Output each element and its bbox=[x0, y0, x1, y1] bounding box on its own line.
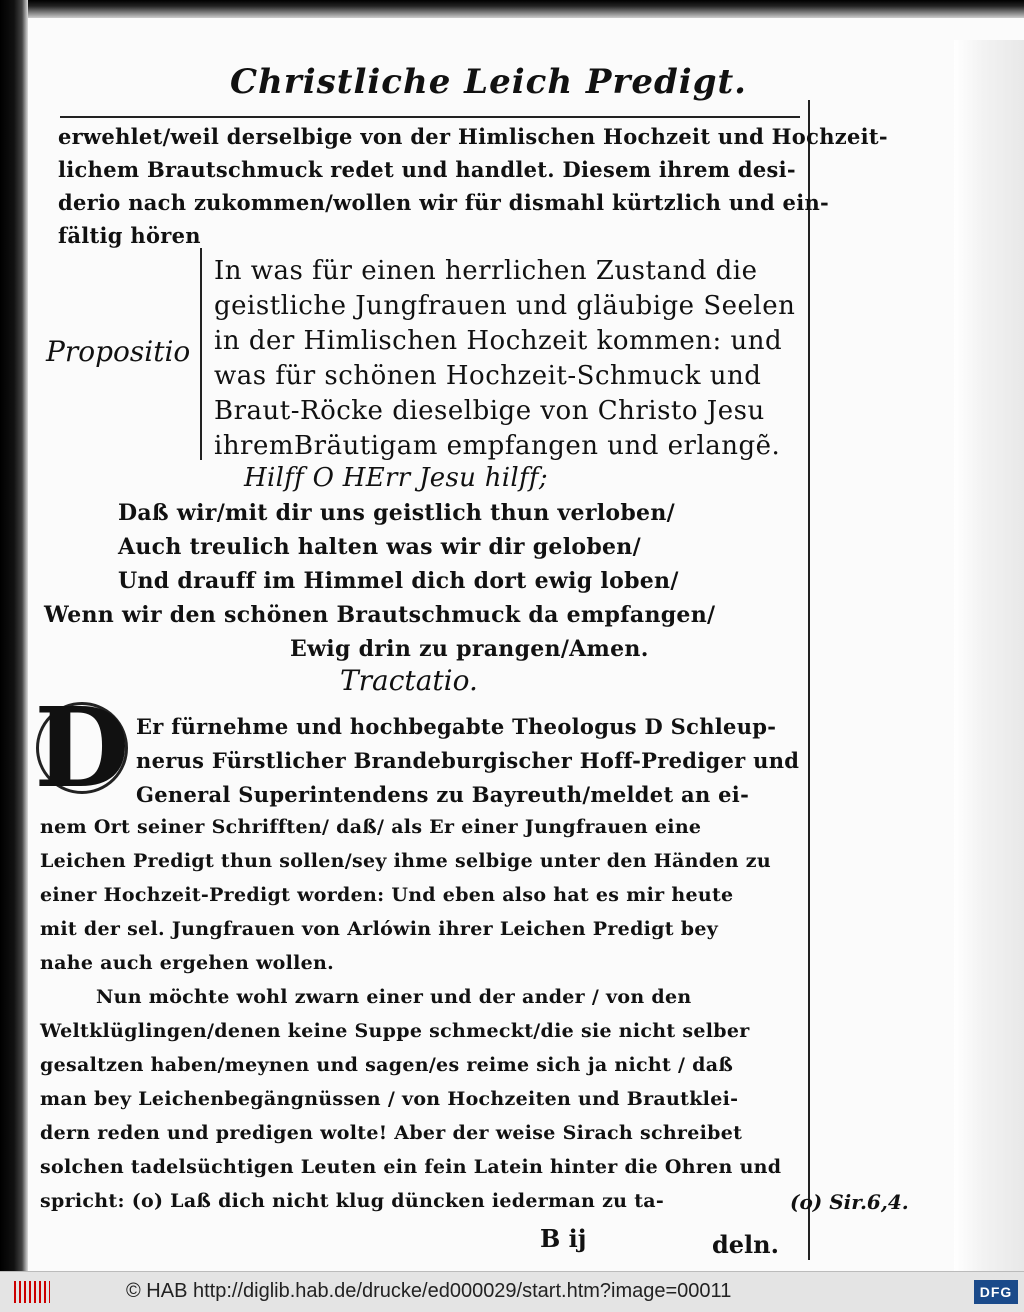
body-line: Er fürnehme und hochbegabte Theologus D Schleup- bbox=[136, 714, 777, 739]
body-line: solchen tadelsüchtigen Leuten ein fein Latein hinter die Ohren und bbox=[40, 1156, 782, 1178]
body-line: Nun möchte wohl zwarn einer und der ander / von den bbox=[96, 986, 692, 1008]
prayer-line: Wenn wir den schönen Brautschmuck da empfangen/ bbox=[44, 602, 716, 628]
prayer-line: Und drauff im Himmel dich dort ewig loben/ bbox=[118, 568, 679, 594]
body-line: einer Hochzeit-Predigt worden: Und eben also hat es mir heute bbox=[40, 884, 734, 906]
propositio-bracket bbox=[200, 248, 210, 460]
attribution-link[interactable]: © HAB http://diglib.hab.de/drucke/ed000029/start.htm?image=00011 bbox=[126, 1280, 732, 1302]
dfg-logo: DFG bbox=[974, 1280, 1018, 1304]
barcode-icon bbox=[14, 1281, 50, 1303]
intro-line: erwehlet/weil derselbige von der Himlischen Hochzeit und Hochzeit- bbox=[58, 124, 888, 149]
body-line: nem Ort seiner Schrifften/ daß/ als Er einer Jungfrauen eine bbox=[40, 816, 702, 838]
body-line: nahe auch ergehen wollen. bbox=[40, 952, 335, 974]
propositio-line: ihremBräutigam empfangen und erlangẽ. bbox=[214, 431, 781, 461]
running-head: Christliche Leich Predigt. bbox=[230, 62, 748, 102]
body-line: mit der sel. Jungfrauen von Arlówin ihrer Leichen Predigt bey bbox=[40, 918, 719, 940]
propositio-line: was für schönen Hochzeit-Schmuck und bbox=[214, 361, 762, 391]
marginal-note: (o) Sir.6,4. bbox=[790, 1190, 909, 1214]
intro-line: fältig hören bbox=[58, 223, 201, 248]
footer-bar bbox=[0, 1271, 1024, 1312]
signature-mark: B ij bbox=[540, 1224, 587, 1253]
body-line: man bey Leichenbegängnüssen / von Hochzeiten und Brautklei- bbox=[40, 1088, 739, 1110]
prayer-line: Ewig drin zu prangen/Amen. bbox=[290, 636, 649, 662]
propositio-line: geistliche Jungfrauen und gläubige Seelen bbox=[214, 291, 796, 321]
binding-shadow-top bbox=[0, 0, 1024, 18]
propositio-line: In was für einen herrlichen Zustand die bbox=[214, 256, 758, 286]
propositio-line: in der Himlischen Hochzeit kommen: und bbox=[214, 326, 783, 356]
body-line: General Superintendens zu Bayreuth/meldet an ei- bbox=[136, 782, 750, 807]
header-rule bbox=[60, 116, 800, 118]
catchword: deln. bbox=[712, 1230, 779, 1259]
marginal-propositio: Propositio bbox=[46, 335, 191, 368]
page-edge-right bbox=[954, 40, 1024, 1271]
body-line: Weltklüglingen/denen keine Suppe schmeckt/die sie nicht selber bbox=[40, 1020, 750, 1042]
body-line: Leichen Predigt thun sollen/sey ihme selbige unter den Händen zu bbox=[40, 850, 771, 872]
text-frame-rule bbox=[808, 100, 810, 1260]
prayer-line: Hilff O HErr Jesu hilff; bbox=[244, 463, 548, 493]
prayer-line: Auch treulich halten was wir dir geloben/ bbox=[118, 534, 641, 560]
intro-line: derio nach zukommen/wollen wir für dismahl kürtzlich und ein- bbox=[58, 190, 830, 215]
binding-shadow-left bbox=[0, 0, 28, 1271]
body-line: nerus Fürstlicher Brandeburgischer Hoff-Prediger und bbox=[136, 748, 800, 773]
propositio-line: Braut-Röcke dieselbige von Christo Jesu bbox=[214, 396, 765, 426]
body-line: spricht: (o) Laß dich nicht klug düncken iederman zu ta- bbox=[40, 1190, 665, 1212]
prayer-line: Daß wir/mit dir uns geistlich thun verloben/ bbox=[118, 500, 675, 526]
body-line: gesaltzen haben/meynen und sagen/es reime sich ja nicht / daß bbox=[40, 1054, 734, 1076]
intro-line: lichem Brautschmuck redet und handlet. Diesem ihrem desi- bbox=[58, 157, 796, 182]
decorated-initial: D bbox=[34, 683, 130, 812]
body-line: dern reden und predigen wolte! Aber der weise Sirach schreibet bbox=[40, 1122, 743, 1144]
tractatio-heading: Tractatio. bbox=[340, 664, 478, 697]
